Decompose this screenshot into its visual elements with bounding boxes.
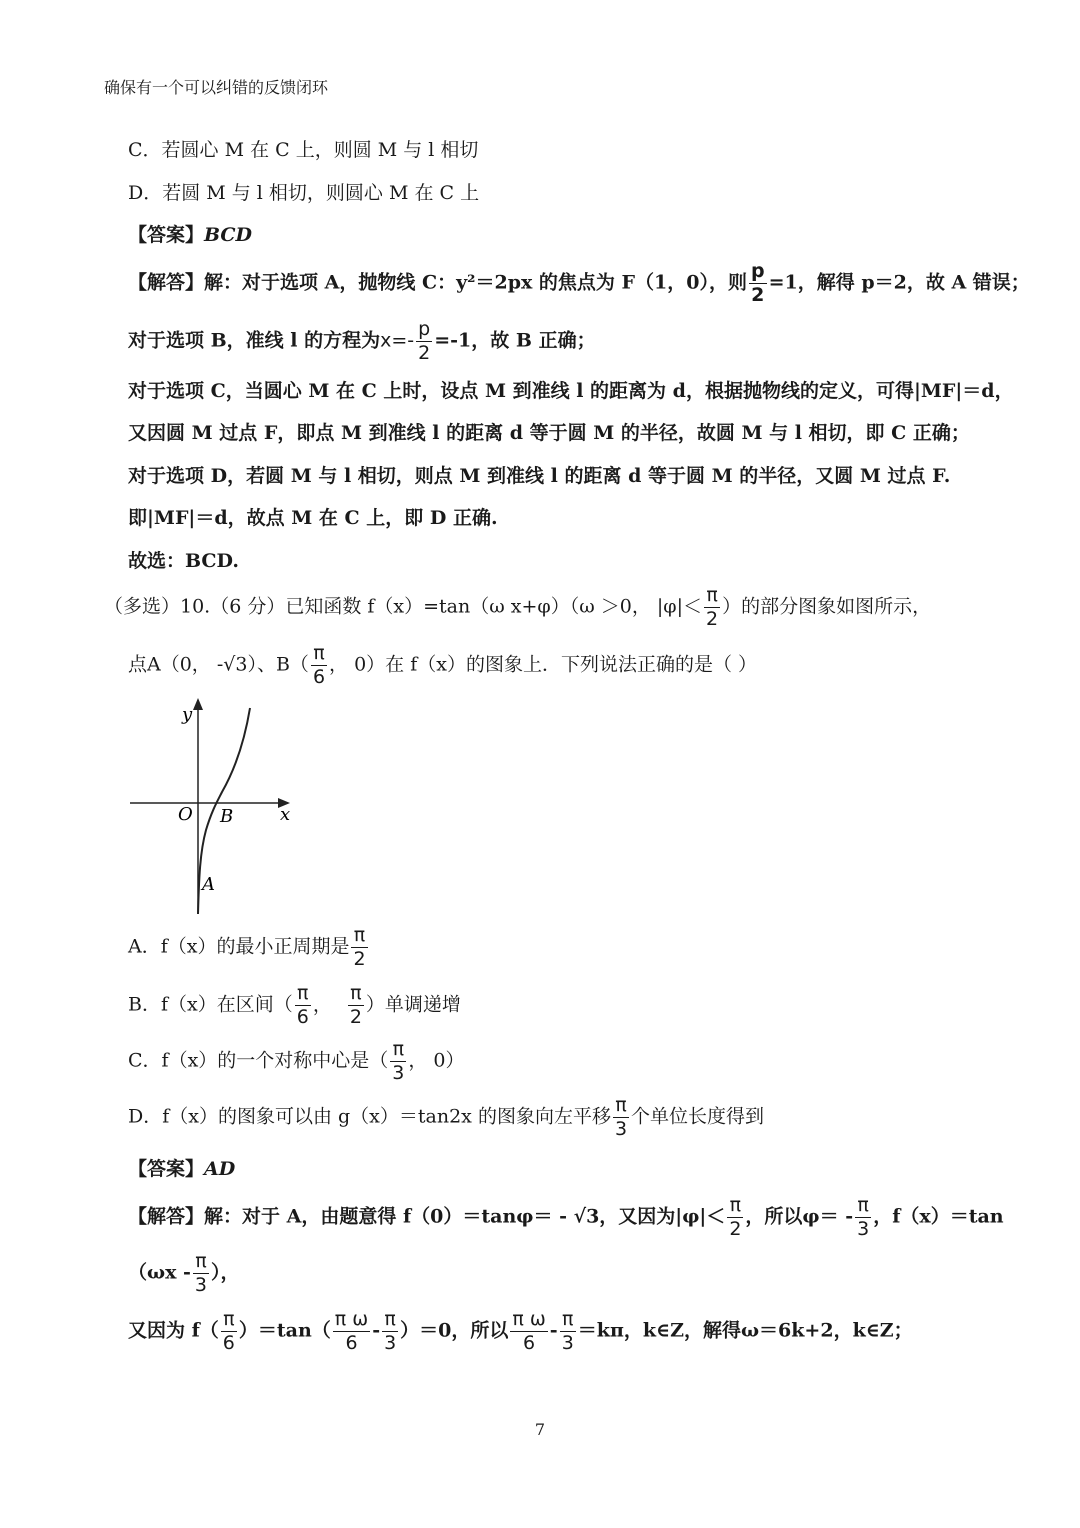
stem-text: ）的部分图象如图所示， <box>722 595 932 618</box>
frac-num: π <box>390 1040 406 1062</box>
frac-den: 3 <box>392 1062 405 1084</box>
point-a-label: A <box>202 874 215 895</box>
answer-value: BCD <box>204 224 253 246</box>
fraction <box>311 644 327 687</box>
q10-answer <box>128 1160 235 1179</box>
q9-solution-line-7: 故选：BCD. <box>128 550 239 572</box>
fraction <box>613 1096 629 1139</box>
fraction <box>193 1252 209 1295</box>
q9-option-c: C．若圆心 M 在 C 上，则圆 M 与 l 相切 <box>128 139 479 161</box>
frac-den: 6 <box>222 1332 235 1354</box>
q10-option-d <box>128 1096 764 1139</box>
q10-solution-line-1 <box>128 1196 1004 1239</box>
q10-solution-line-3 <box>128 1310 913 1353</box>
frac-num: p <box>750 260 765 282</box>
frac-den: 2 <box>418 342 431 364</box>
frac-num: p <box>416 320 432 342</box>
solution-text: 解：对于选项 A，抛物线 C：y²＝2px 的焦点为 F（1，0），则 <box>204 271 747 294</box>
solution-label: 【解答】 <box>128 271 205 294</box>
frac-den: 2 <box>353 948 366 970</box>
q9-solution-line-4: 又因圆 M 过点 F，即点 M 到准线 l 的距离 d 等于圆 M 的半径，故圆 M 与 l 相切，即 C 正确； <box>128 422 970 444</box>
frac-den: 6 <box>345 1332 358 1354</box>
solution-text: ，f（x）＝tan <box>873 1205 1004 1228</box>
option-text: ， <box>312 993 332 1016</box>
solution-text: ）＝tan（ <box>238 1319 331 1342</box>
frac-den: 3 <box>614 1118 628 1140</box>
solution-text: x=- <box>380 329 415 352</box>
q9-option-d: D．若圆 M 与 l 相切，则圆心 M 在 C 上 <box>128 182 480 204</box>
q9-solution-line-1 <box>128 262 1030 305</box>
fraction <box>727 1196 743 1239</box>
option-text: 个单位长度得到 <box>631 1105 765 1128</box>
frac-num: π <box>855 1196 871 1218</box>
frac-den: 6 <box>523 1332 536 1354</box>
option-text: A．f（x）的最小正周期是 <box>128 935 350 958</box>
x-axis-label: x <box>280 804 291 825</box>
solution-text: =-1，故 B 正确； <box>434 329 596 352</box>
q10-stem-line-2 <box>128 644 757 687</box>
page-number: 7 <box>534 1420 546 1439</box>
tangent-graph <box>120 692 300 922</box>
frac-den: 6 <box>312 666 326 688</box>
solution-label: 【解答】 <box>128 1205 205 1228</box>
fraction <box>295 984 311 1027</box>
point-b-label: B <box>220 806 234 827</box>
solution-text: - <box>549 1319 558 1342</box>
frac-den: 2 <box>729 1218 742 1240</box>
q9-answer <box>128 226 252 245</box>
q9-solution-line-5: 对于选项 D，若圆 M 与 l 相切，则点 M 到准线 l 的距离 d 等于圆 M 的半径，又圆 M 过点 F. <box>128 465 951 487</box>
frac-num: π <box>704 586 720 608</box>
solution-text: - <box>372 1319 381 1342</box>
solution-text: ，所以φ＝ - <box>745 1205 854 1228</box>
q10-option-c <box>128 1040 465 1083</box>
frac-num: π <box>727 1196 743 1218</box>
frac-num: π ω <box>334 1308 369 1330</box>
q9-solution-line-3: 对于选项 C，当圆心 M 在 C 上时，设点 M 到准线 l 的距离为 d，根据抛物线的定义，可得|MF|＝d， <box>128 380 1014 402</box>
q10-solution-line-2 <box>128 1252 240 1295</box>
frac-den: 3 <box>857 1218 870 1240</box>
fraction <box>749 262 767 305</box>
frac-num: π <box>613 1096 629 1118</box>
solution-text: ＝kπ，k∈Z，解得ω＝6k+2，k∈Z； <box>577 1319 913 1342</box>
option-text: ）单调递增 <box>365 993 461 1016</box>
frac-num: π <box>193 1252 209 1274</box>
q10-stem-line-1 <box>104 586 931 629</box>
origin-label: O <box>178 804 193 825</box>
fraction <box>333 1310 370 1353</box>
frac-num: π <box>382 1310 398 1332</box>
frac-den: 2 <box>751 284 765 306</box>
page-header: 确保有一个可以纠错的反馈闭环 <box>104 78 329 97</box>
stem-text: （多选）10.（6 分）已知函数 f（x）=tan（ω x+φ）（ω ＞0， |φ|＜ <box>104 595 702 618</box>
frac-num: π <box>560 1310 576 1332</box>
solution-text: ）＝0，所以 <box>400 1319 509 1342</box>
fraction <box>382 1310 398 1353</box>
option-text: B．f（x）在区间（ <box>128 993 293 1016</box>
fraction <box>221 1310 237 1353</box>
fraction <box>348 984 364 1027</box>
stem-text: 点A（0， -√3）、B（ <box>128 653 309 676</box>
frac-den: 3 <box>384 1332 397 1354</box>
q10-option-b <box>128 984 461 1027</box>
solution-text: 解：对于 A，由题意得 f（0）＝tanφ＝ - √3，又因为|φ|＜ <box>204 1205 726 1228</box>
frac-den: 2 <box>706 608 719 630</box>
frac-den: 3 <box>194 1274 208 1296</box>
fraction <box>390 1040 406 1083</box>
option-text: C．f（x）的一个对称中心是（ <box>128 1049 389 1072</box>
q9-solution-line-2 <box>128 320 596 363</box>
frac-num: π <box>351 926 367 948</box>
solution-text: （ωx - <box>128 1261 191 1284</box>
q10-option-a <box>128 926 370 969</box>
fraction <box>416 320 432 363</box>
q9-solution-line-6: 即|MF|＝d，故点 M 在 C 上，即 D 正确. <box>128 507 498 529</box>
fraction <box>855 1196 871 1239</box>
frac-den: 6 <box>296 1006 309 1028</box>
frac-num: π <box>311 644 327 666</box>
frac-num: π <box>295 984 311 1006</box>
frac-num: π <box>221 1310 237 1332</box>
solution-text: 对于选项 B，准线 l 的方程为 <box>128 329 381 352</box>
solution-text: 又因为 f（ <box>128 1319 219 1342</box>
fraction <box>704 586 720 629</box>
solution-text: =1，解得 p＝2，故 A 错误； <box>768 271 1030 294</box>
y-axis-label: y <box>182 704 193 725</box>
answer-value: AD <box>204 1158 236 1180</box>
answer-label: 【答案】 <box>128 224 205 246</box>
option-text: D．f（x）的图象可以由 g（x）＝tan2x 的图象向左平移 <box>128 1105 611 1128</box>
frac-num: π ω <box>512 1308 546 1330</box>
frac-num: π <box>348 984 364 1006</box>
frac-den: 3 <box>561 1332 574 1354</box>
fraction <box>351 926 367 969</box>
fraction <box>510 1310 547 1353</box>
option-text: ， 0） <box>408 1049 465 1072</box>
fraction <box>560 1310 576 1353</box>
y-axis-arrow <box>193 698 203 710</box>
stem-text: ， 0）在 f（x）的图象上．下列说法正确的是（ ） <box>329 653 757 676</box>
solution-text: ）， <box>211 1261 240 1284</box>
frac-den: 2 <box>349 1006 362 1028</box>
answer-label: 【答案】 <box>128 1158 205 1180</box>
